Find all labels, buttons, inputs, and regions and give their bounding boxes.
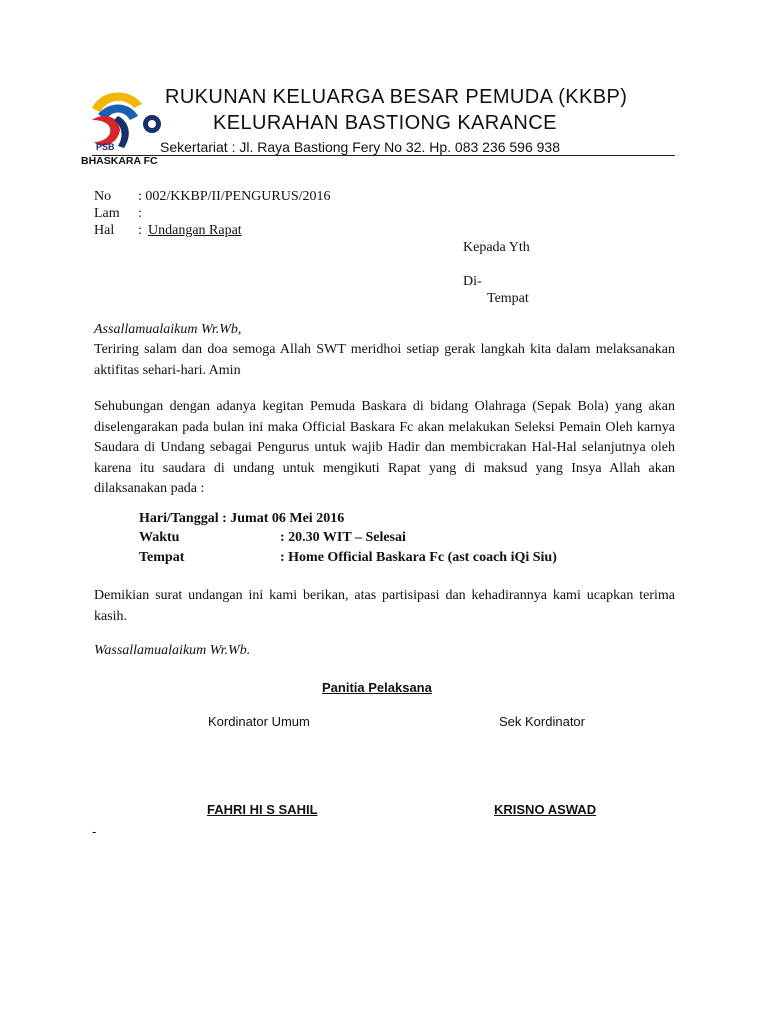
right-signatory-role: Sek Kordinator: [499, 714, 585, 729]
hal-value: Undangan Rapat: [148, 223, 242, 238]
farewell: Wassallamualaikum Wr.Wb.: [94, 643, 251, 658]
club-logo: [84, 86, 164, 156]
org-name-line2: KELURAHAN BASTIONG KARANCE: [213, 112, 557, 134]
paragraph-announcement-text: Sehubungan dengan adanya kegitan Pemuda Baskara di bidang Olahraga (Sepak Bola) yang akan diselengarakan pada bulan ini maka Official Baskara Fc akan melakukan Seleksi Pemain Oleh karnya Saudara di Undang sebagai Pengurus untuk wajib Hadir dan membicrakan Hal-Hal selanjutnya oleh karena itu saudara di undang untuk mengikuti Rapat yang di maksud yang Insya Allah akan dilaksanakan pada :: [94, 399, 675, 496]
meeting-time-label: Waktu: [139, 530, 180, 545]
no-value: : 002/KKBP/II/PENGURUS/2016: [138, 189, 331, 204]
recipient-line2: Di-: [463, 274, 482, 289]
logo-text: PSB: [96, 142, 115, 152]
hal-colon: :: [138, 223, 142, 238]
org-address: Sekertariat : Jl. Raya Bastiong Fery No 32. Hp. 083 236 596 938: [160, 139, 561, 155]
left-signatory-name: FAHRI HI S SAHIL: [207, 802, 318, 817]
recipient-line3: Tempat: [487, 291, 529, 306]
paragraph-opening: [94, 340, 675, 381]
greeting: Assallamualaikum Wr.Wb,: [94, 322, 242, 337]
meeting-date: Hari/Tanggal : Jumat 06 Mei 2016: [139, 511, 345, 526]
paragraph-opening-text: Teriring salam dan doa semoga Allah SWT meridhoi setiap gerak langkah kita dalam melaksanakan aktifitas sehari-hari. Amin: [94, 342, 675, 378]
committee-title: Panitia Pelaksana: [322, 680, 432, 695]
paragraph-closing-text: Demikian surat undangan ini kami berikan, atas partisipasi dan kehadirannya kami ucapkan terima kasih.: [94, 588, 675, 624]
hal-label: Hal: [94, 223, 115, 238]
paragraph-announcement: [94, 397, 675, 500]
lam-label: Lam: [94, 206, 120, 221]
footer-mark: -: [92, 824, 97, 839]
right-signatory-name: KRISNO ASWAD: [494, 802, 597, 817]
meeting-time-value: : 20.30 WIT – Selesai: [280, 530, 406, 545]
club-name: BHASKARA FC: [81, 155, 158, 167]
meeting-place-value: : Home Official Baskara Fc (ast coach iQi Siu): [280, 550, 557, 565]
meeting-place-label: Tempat: [139, 550, 185, 565]
letterhead-rule: [92, 155, 675, 156]
no-label: No: [94, 189, 112, 204]
left-signatory-role: Kordinator Umum: [208, 714, 310, 729]
recipient-line1: Kepada Yth: [463, 240, 530, 255]
org-name-line1: RUKUNAN KELUARGA BESAR PEMUDA (KKBP): [165, 86, 628, 108]
lam-value: :: [138, 206, 142, 221]
paragraph-closing: [94, 586, 675, 627]
